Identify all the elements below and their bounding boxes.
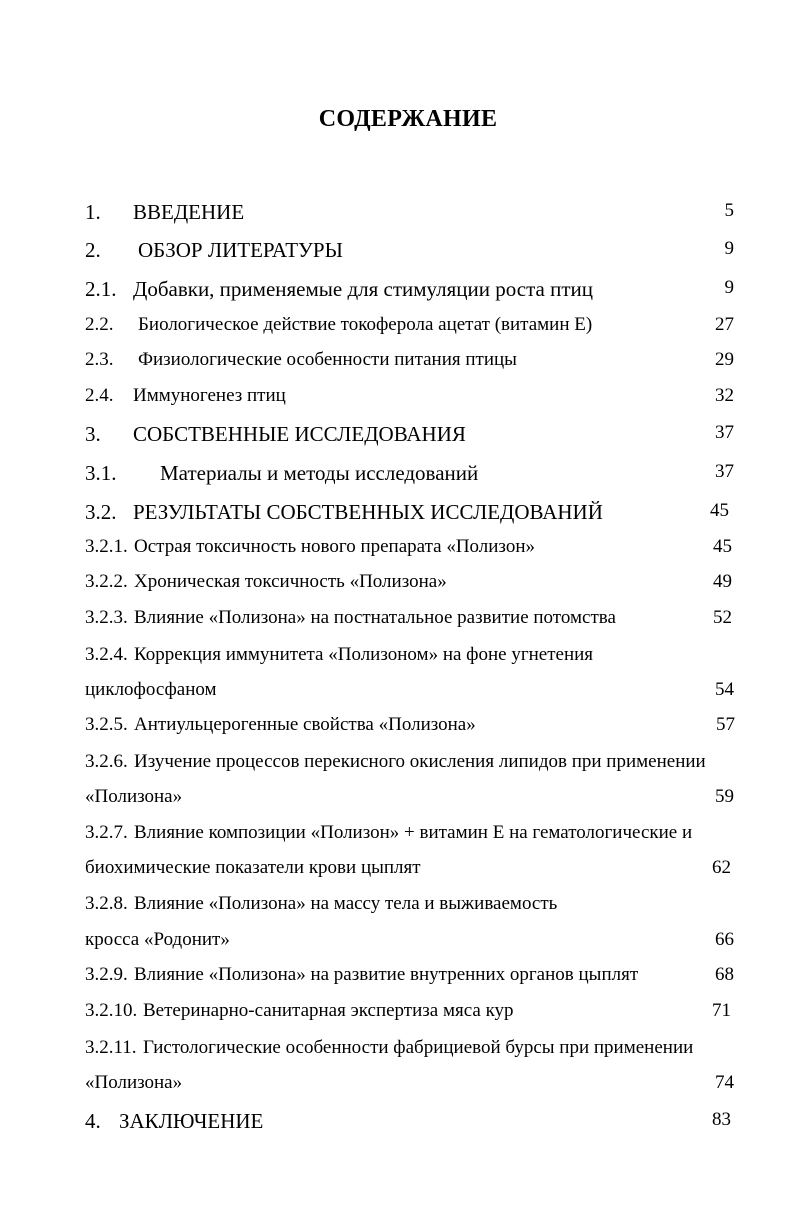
- toc-entry-number: 3.2.9.: [85, 964, 128, 985]
- toc-entry-title: Острая токсичность нового препарата «Полизон»: [134, 536, 535, 557]
- toc-entry-title: Материалы и методы исследований: [160, 461, 479, 485]
- toc-entry-title: Физиологические особенности питания птицы: [138, 349, 517, 370]
- page-title: СОДЕРЖАНИЕ: [318, 106, 498, 132]
- toc-entry-title: биохимические показатели крови цыплят: [85, 857, 421, 878]
- toc-entry: [0, 1109, 795, 1143]
- toc-entry-page: 83: [712, 1109, 731, 1130]
- toc-entry-title: Иммуногенез птиц: [133, 385, 286, 406]
- toc-entry-title: Влияние «Полизона» на массу тела и выживаемость: [134, 893, 558, 914]
- toc-entry: [0, 929, 795, 963]
- toc-entry-page: 49: [713, 571, 732, 592]
- toc-entry-page: 54: [715, 679, 734, 700]
- toc-entry-title: ЗАКЛЮЧЕНИЕ: [119, 1109, 264, 1133]
- toc-entry-title: Влияние композиции «Полизон» + витамин Е на гематологические и: [134, 822, 693, 843]
- toc-entry-number: 3.2.11.: [85, 1037, 137, 1058]
- toc-entry-number: 3.2.7.: [85, 822, 128, 843]
- toc-entry-number: 2.3.: [85, 349, 114, 370]
- toc-entry-number: 3.2.3.: [85, 607, 128, 628]
- toc-entry-title: Изучение процессов перекисного окисления липидов при применении: [134, 751, 706, 772]
- toc-entry-number: 2.1.: [85, 277, 117, 301]
- toc-entry-page: 29: [715, 349, 734, 370]
- toc-entry: [0, 422, 795, 456]
- toc-entry-page: 59: [715, 786, 734, 807]
- toc-entry-page: 52: [713, 607, 732, 628]
- toc-entry-title: Ветеринарно-санитарная экспертиза мяса кур: [143, 1000, 514, 1021]
- toc-entry-page: 27: [715, 314, 734, 335]
- toc-entry: [0, 607, 795, 641]
- toc-entry-title: Биологическое действие токоферола ацетат (витамин Е): [138, 314, 593, 335]
- toc-entry-number: 3.2.1.: [85, 536, 128, 557]
- toc-entry-title: «Полизона»: [85, 786, 183, 807]
- toc-entry-number: 3.2.8.: [85, 893, 128, 914]
- toc-entry-page: 37: [715, 422, 734, 443]
- toc-entry: [0, 1072, 795, 1106]
- toc-entry-number: 3.2.2.: [85, 571, 128, 592]
- toc-entry-number: 1.: [85, 200, 101, 224]
- toc-entry-title: СОБСТВЕННЫЕ ИССЛЕДОВАНИЯ: [133, 422, 466, 446]
- toc-entry: [0, 500, 795, 534]
- toc-entry-title: Гистологические особенности фабрициевой бурсы при применении: [143, 1037, 694, 1058]
- toc-entry: [0, 1000, 795, 1034]
- toc-entry-page: 71: [712, 1000, 731, 1021]
- toc-entry-page: 45: [713, 536, 732, 557]
- toc-entry-page: 68: [715, 964, 734, 985]
- toc-entry-number: 3.2.10.: [85, 1000, 138, 1021]
- toc-entry: [0, 822, 795, 856]
- toc-entry: [0, 964, 795, 998]
- toc-entry-number: 2.2.: [85, 314, 114, 335]
- toc-entry-title: ОБЗОР ЛИТЕРАТУРЫ: [138, 238, 343, 262]
- toc-entry: [0, 571, 795, 605]
- toc-entry: [0, 893, 795, 927]
- toc-entry-title: Антиульцерогенные свойства «Полизона»: [134, 714, 476, 735]
- toc-entry-title: Влияние «Полизона» на постнатальное развитие потомства: [134, 607, 616, 628]
- toc-entry: [0, 786, 795, 820]
- toc-entry: [0, 751, 795, 785]
- toc-entry: [0, 385, 795, 419]
- toc-entry: [0, 277, 795, 311]
- toc-entry: [0, 679, 795, 713]
- toc-entry-number: 3.1.: [85, 461, 117, 485]
- toc-entry: [0, 536, 795, 570]
- toc-entry: [0, 349, 795, 383]
- toc-entry: [0, 644, 795, 678]
- toc-entry-number: 2.: [85, 238, 101, 262]
- toc-entry: [0, 714, 795, 748]
- toc-entry-title: циклофосфаном: [85, 679, 217, 700]
- toc-entry-page: 37: [715, 461, 734, 482]
- toc-entry-title: ВВЕДЕНИЕ: [133, 200, 245, 224]
- toc-entry-title: Влияние «Полизона» на развитие внутренних органов цыплят: [134, 964, 639, 985]
- toc-entry-title: Хроническая токсичность «Полизона»: [134, 571, 447, 592]
- toc-entry-number: 3.2.4.: [85, 644, 128, 665]
- toc-entry: [0, 314, 795, 348]
- toc-entry-title: Коррекция иммунитета «Полизоном» на фоне угнетения: [134, 644, 594, 665]
- toc-entry-title: «Полизона»: [85, 1072, 183, 1093]
- toc-entry-page: 57: [716, 714, 735, 735]
- toc-entry-page: 5: [724, 200, 734, 221]
- toc-entry-number: 3.2.6.: [85, 751, 128, 772]
- toc-entry-title: Добавки, применяемые для стимуляции роста птиц: [133, 277, 593, 301]
- toc-entry: [0, 461, 795, 495]
- toc-entry-number: 3.2.5.: [85, 714, 128, 735]
- toc-entry-page: 9: [724, 238, 734, 259]
- toc-entry: [0, 238, 795, 272]
- toc-entry-title: РЕЗУЛЬТАТЫ СОБСТВЕННЫХ ИССЛЕДОВАНИЙ: [133, 500, 603, 524]
- toc-entry-page: 66: [715, 929, 734, 950]
- toc-entry-number: 2.4.: [85, 385, 114, 406]
- toc-entry-number: 3.: [85, 422, 101, 446]
- toc-entry: [0, 857, 795, 891]
- toc-entry-page: 32: [715, 385, 734, 406]
- toc-entry-page: 9: [724, 277, 734, 298]
- toc-entry: [0, 1037, 795, 1071]
- toc-entry: [0, 200, 795, 234]
- toc-entry-page: 62: [712, 857, 731, 878]
- toc-entry-number: 4.: [85, 1109, 101, 1133]
- toc-entry-page: 74: [715, 1072, 734, 1093]
- toc-entry-title: кросса «Родонит»: [85, 929, 230, 950]
- toc-entry-page: 45: [710, 500, 729, 521]
- toc-entry-number: 3.2.: [85, 500, 117, 524]
